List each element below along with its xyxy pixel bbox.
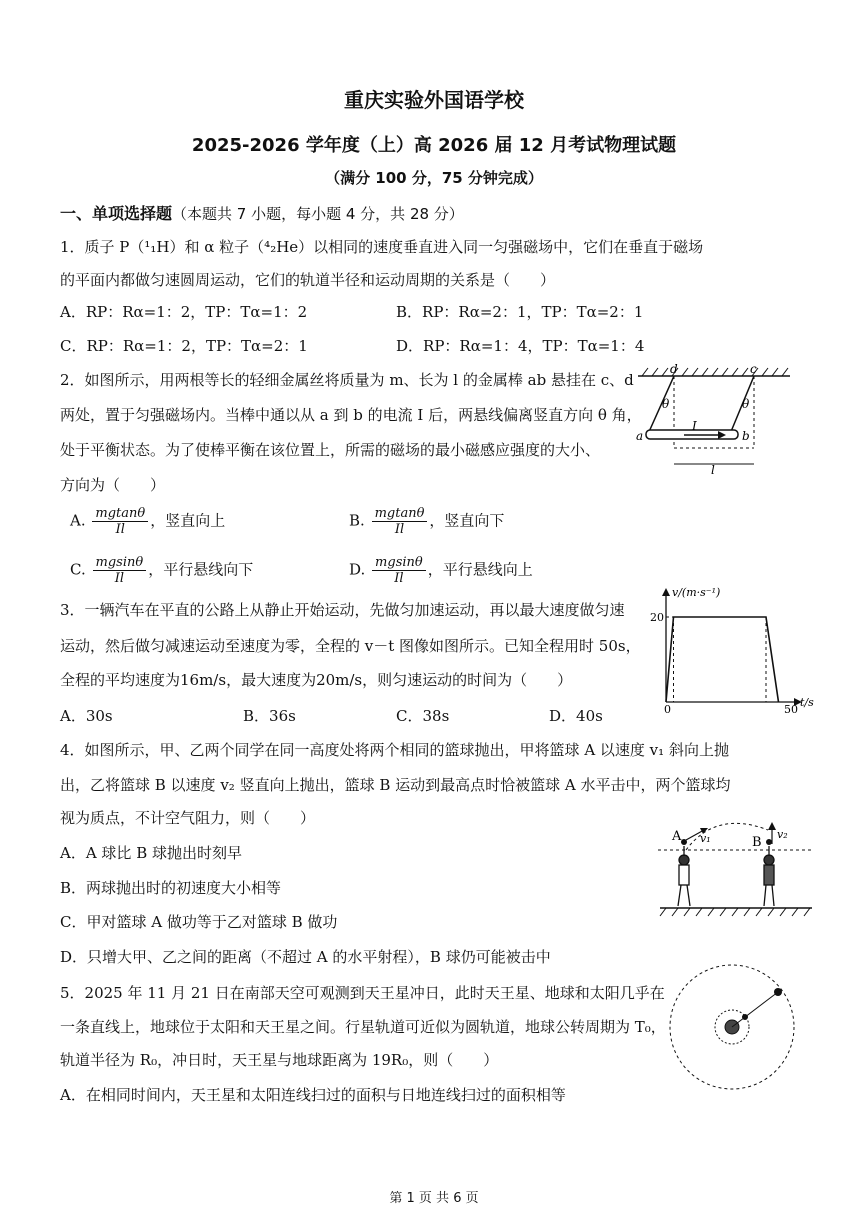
q2-line4: 方向为（ ） <box>60 476 166 494</box>
q2-option-b-num: mgtanθ <box>372 506 428 522</box>
label-d: d <box>670 364 678 376</box>
label-b: b <box>742 429 750 443</box>
section-title: 一、单项选择题 <box>60 204 173 223</box>
student-yi <box>764 846 774 906</box>
q2-line3: 处于平衡状态。为了使棒平衡在该位置上，所需的磁场的最小磁感应强度的大小、 <box>60 441 601 459</box>
alignment-line <box>732 992 778 1027</box>
label-v2: v₂ <box>777 828 788 841</box>
q2-option-c <box>70 555 253 586</box>
q2-option-d <box>349 555 533 586</box>
q3-vt-graph <box>650 586 820 716</box>
q2-option-b <box>349 506 504 537</box>
q2-option-b-label: B. <box>349 511 365 530</box>
q1-line2: 的平面内都做匀速圆周运动，它们的轨道半径和运动周期的关系是（ ） <box>60 271 556 289</box>
label-v1: v₁ <box>700 832 711 845</box>
q1-option-b: B．RP：Rα=2：1，TP：Tα=2：1 <box>396 303 644 321</box>
label-A: A <box>672 829 682 844</box>
q4-option-a: A．A 球比 B 球抛出时刻早 <box>60 844 242 862</box>
q5-option-a: A．在相同时间内，天王星和太阳连线扫过的面积与日地连线扫过的面积相等 <box>60 1086 566 1104</box>
q2-option-c-den: Il <box>114 571 124 586</box>
wire-left <box>648 376 674 434</box>
q2-option-b-fraction <box>372 506 428 537</box>
section-heading <box>60 201 464 224</box>
ground <box>660 908 812 916</box>
q2-figure <box>634 364 794 474</box>
y-tick-20: 20 <box>650 611 664 624</box>
section-note: （本题共 7 小题，每小题 4 分，共 28 分） <box>172 205 464 223</box>
earth <box>742 1014 748 1020</box>
origin-label: 0 <box>664 703 671 716</box>
velocity-line <box>666 617 779 702</box>
q4-option-b: B．两球抛出时的初速度大小相等 <box>60 879 282 897</box>
q4-option-c: C．甲对篮球 A 做功等于乙对篮球 B 做功 <box>60 913 338 931</box>
label-current: I <box>692 419 697 433</box>
uranus <box>774 988 782 996</box>
ceiling <box>638 368 790 376</box>
y-axis-arrow <box>662 588 670 596</box>
q2-option-d-num: mgsinθ <box>372 555 426 571</box>
q5-line2: 一条直线上，地球位于太阳和天王星之间。行星轨道可近似为圆轨道，地球公转周期为 T₀， <box>60 1018 666 1036</box>
q2-option-c-label: C. <box>70 560 86 579</box>
q1-option-c: C．RP：Rα=1：2，TP：Tα=2：1 <box>60 337 308 355</box>
q2-option-d-fraction <box>372 555 426 586</box>
ball-b <box>766 839 772 845</box>
page-footer: 第 1 页 共 6 页 <box>389 1191 479 1206</box>
q4-option-d: D．只增大甲、乙之间的距离（不超过 A 的水平射程），B 球仍可能被击中 <box>60 948 551 966</box>
q4-line3: 视为质点，不计空气阻力，则（ ） <box>60 809 316 827</box>
q3-line1: 3．一辆汽车在平直的公路上从静止开始运动，先做匀加速运动，再以最大速度做匀速 <box>60 601 625 619</box>
label-length: l <box>711 463 715 474</box>
q5-line3: 轨道半径为 R₀，冲日时，天王星与地球距离为 19R₀，则（ ） <box>60 1051 499 1069</box>
q3-option-c: C．38s <box>396 707 450 725</box>
label-theta-right: θ <box>742 397 750 411</box>
q2-option-a-fraction <box>92 506 148 537</box>
q3-option-d: D．40s <box>549 707 603 725</box>
q3-option-b: B．36s <box>243 707 296 725</box>
q3-line2: 运动，然后做匀减速运动至速度为零，全程的 v－t 图像如图所示。已知全程用时 50s， <box>60 637 641 655</box>
q3-option-a: A．30s <box>60 707 113 725</box>
label-a: a <box>636 429 644 443</box>
q1-option-a: A．RP：Rα=1：2，TP：Tα=1：2 <box>60 303 308 321</box>
q2-option-a <box>70 506 225 537</box>
label-theta-left: θ <box>662 397 670 411</box>
q2-option-d-den: Il <box>394 571 404 586</box>
q2-line2: 两处，置于匀强磁场内。当棒中通以从 a 到 b 的电流 I 后，两悬线偏离竖直方向 θ 角， <box>60 406 642 424</box>
q2-option-c-fraction <box>93 555 147 586</box>
q2-option-d-text: ，平行悬线向上 <box>427 560 533 579</box>
q1-line1: 1．质子 P（¹₁H）和 α 粒子（⁴₂He）以相同的速度垂直进入同一匀强磁场中，它们在垂直于磁场 <box>60 238 704 256</box>
q2-option-c-num: mgsinθ <box>93 555 147 571</box>
q2-option-a-den: Il <box>115 522 125 537</box>
q4-line1: 4．如图所示，甲、乙两个同学在同一高度处将两个相同的篮球抛出，甲将篮球 A 以速度 v₁ 斜向上抛 <box>60 741 729 759</box>
q3-line3: 全程的平均速度为16m/s，最大速度为20m/s，则匀速运动的时间为（ ） <box>60 671 573 689</box>
label-B: B <box>752 835 762 850</box>
q1-option-d: D．RP：Rα=1：4，TP：Tα=1：4 <box>396 337 645 355</box>
q2-option-b-text: ，竖直向下 <box>429 511 505 530</box>
school-name: 重庆实验外国语学校 <box>344 88 524 112</box>
q2-option-b-den: Il <box>394 522 405 537</box>
x-axis-label: t/s <box>800 696 814 709</box>
q4-figure <box>656 806 816 922</box>
exam-title: 2025-2026 学年度（上）高 2026 届 12 月考试物理试题 <box>191 135 677 156</box>
y-axis-label: v/(m·s⁻¹) <box>672 586 721 599</box>
q2-option-d-label: D. <box>349 560 366 579</box>
q5-figure <box>662 962 814 1092</box>
q2-option-a-num: mgtanθ <box>92 506 148 522</box>
q2-line1: 2．如图所示，用两根等长的轻细金属丝将质量为 m、长为 l 的金属棒 ab 悬挂在 c、d <box>60 371 634 389</box>
q2-option-a-text: ，竖直向上 <box>150 511 226 530</box>
q5-line1: 5．2025 年 11 月 21 日在南部天空可观测到天王星冲日，此时天王星、地球和太阳几乎在 <box>60 984 665 1002</box>
label-c: c <box>750 364 757 376</box>
student-jia <box>678 846 690 906</box>
q2-option-a-label: A. <box>70 511 86 530</box>
q4-line2: 出，乙将篮球 B 以速度 v₂ 竖直向上抛出，篮球 B 运动到最高点时恰被篮球 A 水平击中，两个篮球均 <box>60 776 731 794</box>
ball-a <box>681 839 687 845</box>
q2-option-c-text: ，平行悬线向下 <box>148 560 254 579</box>
x-tick-50: 50 <box>784 703 798 716</box>
exam-info: （满分 100 分，75 分钟完成） <box>325 169 543 187</box>
